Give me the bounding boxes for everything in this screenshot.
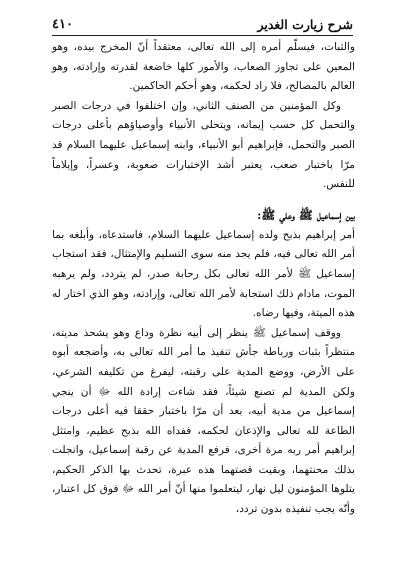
- section-gap: [52, 195, 355, 204]
- paragraph-sacrifice-command: أمر إبراهيم بذبح ولده إسماعيل عليهما السلام، فاستدعاه، وأبلغه بما أمر الله تعالى فيه، فلم يجد منه سوى التسليم والإمتثال، فقد استجاب إسماعيل ﷺ لأمر الله تعالى بكل رحابة صدر، لم يتردد، ولم يرهبه الموت، مادام ذلك استجابة لأمر الله تعالى، وإرادته، وهو الذي اختار له هذه الميتة، وفيها رضاه.: [52, 228, 355, 320]
- section-heading: بين إسماعيل ﷺ وعلي ﷺ:: [257, 207, 355, 222]
- paragraph-believers: وكل المؤمنين من الصنف الثاني، وإن اختلفوا في درجات الصبر والتحمل كل حسب إيمانه، ويتحلى الأنبياء وأوصياؤهم بأعلى درجات الصبر والتحمل، فإبراهيم أبو الأنبياء، وابنه إسماعيل عليهما السلام قد مرّا باختبار صعب، يعتبر أشد الإختبارات صعوبة، وعسراً، وإيلاماً للنفس.: [52, 99, 355, 191]
- page-number: ٤١٠: [52, 17, 73, 32]
- page-body: [52, 38, 355, 520]
- running-title: شرح زيارت الغدير: [257, 17, 353, 32]
- page-header: [52, 10, 353, 36]
- paragraph-continuation: والثبات، فيسلّم أمره إلى الله تعالى، معتقداً أنّ المخرج بيده، وهو المعين على تجاوز الصعاب، والأمور كلها خاضعة لقدرته وإرادته، وهو العالم بالمصالح، فلا راد لحكمه، وهو أحكم الحاكمين.: [52, 41, 355, 93]
- paragraph-sacrifice-scene: ووقف إسماعيل ﷺ ينظر إلى أبيه نظرة وداع وهو يشحذ مديته، منتظراً بثبات ورباطة جأش تنفيذ ما أمر الله تعالى به، وأضجعه أبوه على الأرض، ووضع المدية على رقبته، ليفرغ من تكليفه الشرعي، ولكن المدية لم تصنع شيئاً، فقد شاءت إرادة الله ﷻ أن ينجي إسماعيل من مدية أبيه، بعد أن مرّا باختبار حققا فيه أعلى درجات الطاعة لله تعالى والإذعان لحكمه، ففداه الله بذبح عظيم، وامتثل إبراهيم أمر ربه مرة أخرى، فرفع المدية عن رقبة إسماعيل، وانجلت بذلك محنتهما، وبقيت قصتهما هذه عبرة، تحدث بها الذكر الحكيم، يتلوها المؤمنون ليل نهار، ليتعلموا منها أنّ أمر الله ﷻ فوق كل اعتبار، وأنّه يجب تنفيذه بدون تردد،: [52, 326, 355, 516]
